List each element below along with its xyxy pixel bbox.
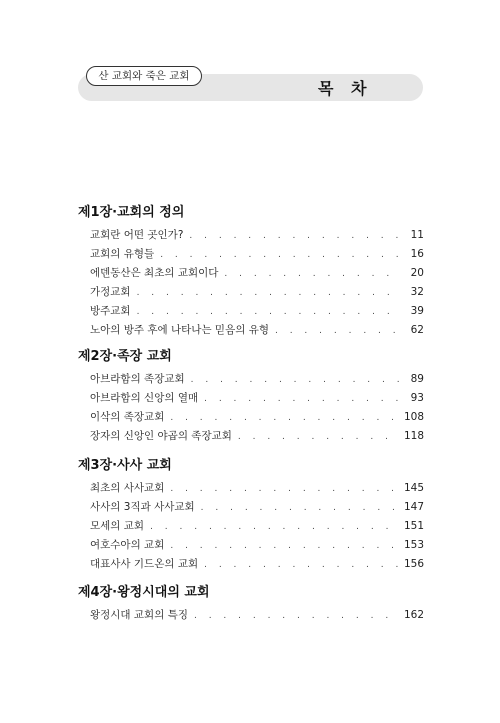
page-number: 32 — [410, 286, 424, 298]
entry-title: 노아의 방주 후에 나타나는 믿음의 유형 — [90, 324, 269, 336]
page-number: 108 — [403, 411, 424, 423]
dot-leader — [204, 556, 398, 575]
toc-entry[interactable] — [90, 321, 424, 340]
toc-entry[interactable] — [90, 302, 424, 321]
entry-title: 이삭의 족장교회 — [90, 411, 165, 423]
toc-entry[interactable] — [90, 536, 424, 555]
dot-leader — [224, 265, 400, 284]
entry-title: 대표사사 기드온의 교회 — [90, 558, 199, 570]
entry-title: 방주교회 — [90, 305, 131, 317]
toc-entry[interactable] — [90, 606, 424, 625]
entry-title: 아브라함의 신앙의 열매 — [90, 392, 199, 404]
toc-entry[interactable] — [90, 498, 424, 517]
page-number: 20 — [410, 267, 424, 279]
chapter-1 — [78, 203, 424, 340]
entry-title: 여호수아의 교회 — [90, 539, 165, 551]
toc-entry[interactable] — [90, 283, 424, 302]
page-number: 11 — [410, 229, 424, 241]
entry-title: 장자의 신앙인 야곱의 족장교회 — [90, 430, 232, 442]
chapter-2 — [78, 347, 424, 446]
toc-entry[interactable] — [90, 245, 424, 264]
dot-leader — [170, 480, 398, 499]
dot-leader — [191, 371, 400, 390]
dot-leader — [137, 303, 400, 322]
page-number: 39 — [410, 305, 424, 317]
page-number: 118 — [403, 430, 424, 442]
entry-title: 모세의 교회 — [90, 520, 145, 532]
page-number: 162 — [403, 609, 424, 621]
toc-entry[interactable] — [90, 555, 424, 574]
entry-title: 아브라함의 족장교회 — [90, 373, 185, 385]
entry-title: 가정교회 — [90, 286, 131, 298]
page-number: 62 — [410, 324, 424, 336]
toc-entry[interactable] — [90, 517, 424, 536]
dot-leader — [201, 499, 398, 518]
page-number: 151 — [403, 520, 424, 532]
page-number: 147 — [403, 501, 424, 513]
entry-title: 왕정시대 교회의 특징 — [90, 609, 188, 621]
page-number: 16 — [410, 248, 424, 260]
dot-leader — [204, 390, 400, 409]
page-number: 153 — [403, 539, 424, 551]
dot-leader — [160, 246, 400, 265]
page-number: 156 — [403, 558, 424, 570]
dot-leader — [238, 428, 398, 447]
toc-entry[interactable] — [90, 264, 424, 283]
dot-leader — [170, 537, 398, 556]
page-number: 145 — [403, 482, 424, 494]
book-title: 산 교회와 죽은 교회 — [86, 66, 202, 86]
page-number: 93 — [410, 392, 424, 404]
chapter-title: 제2장·족장 교회 — [78, 349, 172, 364]
page-number: 89 — [410, 373, 424, 385]
entry-title: 교회의 유형들 — [90, 248, 155, 260]
chapter-4 — [78, 583, 424, 625]
chapter-title: 제1장·교회의 정의 — [78, 205, 185, 220]
dot-leader — [194, 607, 398, 626]
entry-title: 에덴동산은 최초의 교회이다 — [90, 267, 219, 279]
toc-entry[interactable] — [90, 408, 424, 427]
dot-leader — [189, 227, 400, 246]
dot-leader — [275, 322, 400, 341]
entry-title: 사사의 3직과 사사교회 — [90, 501, 195, 513]
dot-leader — [137, 284, 400, 303]
entry-title: 최초의 사사교회 — [90, 482, 165, 494]
toc-entry[interactable] — [90, 389, 424, 408]
dot-leader — [170, 409, 398, 428]
toc-title: 목 차 — [318, 79, 373, 98]
dot-leader — [150, 518, 398, 537]
toc-entry[interactable] — [90, 226, 424, 245]
chapter-3 — [78, 456, 424, 574]
entry-title: 교회란 어떤 곳인가? — [90, 229, 184, 241]
toc-entry[interactable] — [90, 370, 424, 389]
chapter-title: 제3장·사사 교회 — [78, 458, 172, 473]
toc-entry[interactable] — [90, 427, 424, 446]
toc-entry[interactable] — [90, 479, 424, 498]
chapter-title: 제4장·왕정시대의 교회 — [78, 585, 210, 600]
